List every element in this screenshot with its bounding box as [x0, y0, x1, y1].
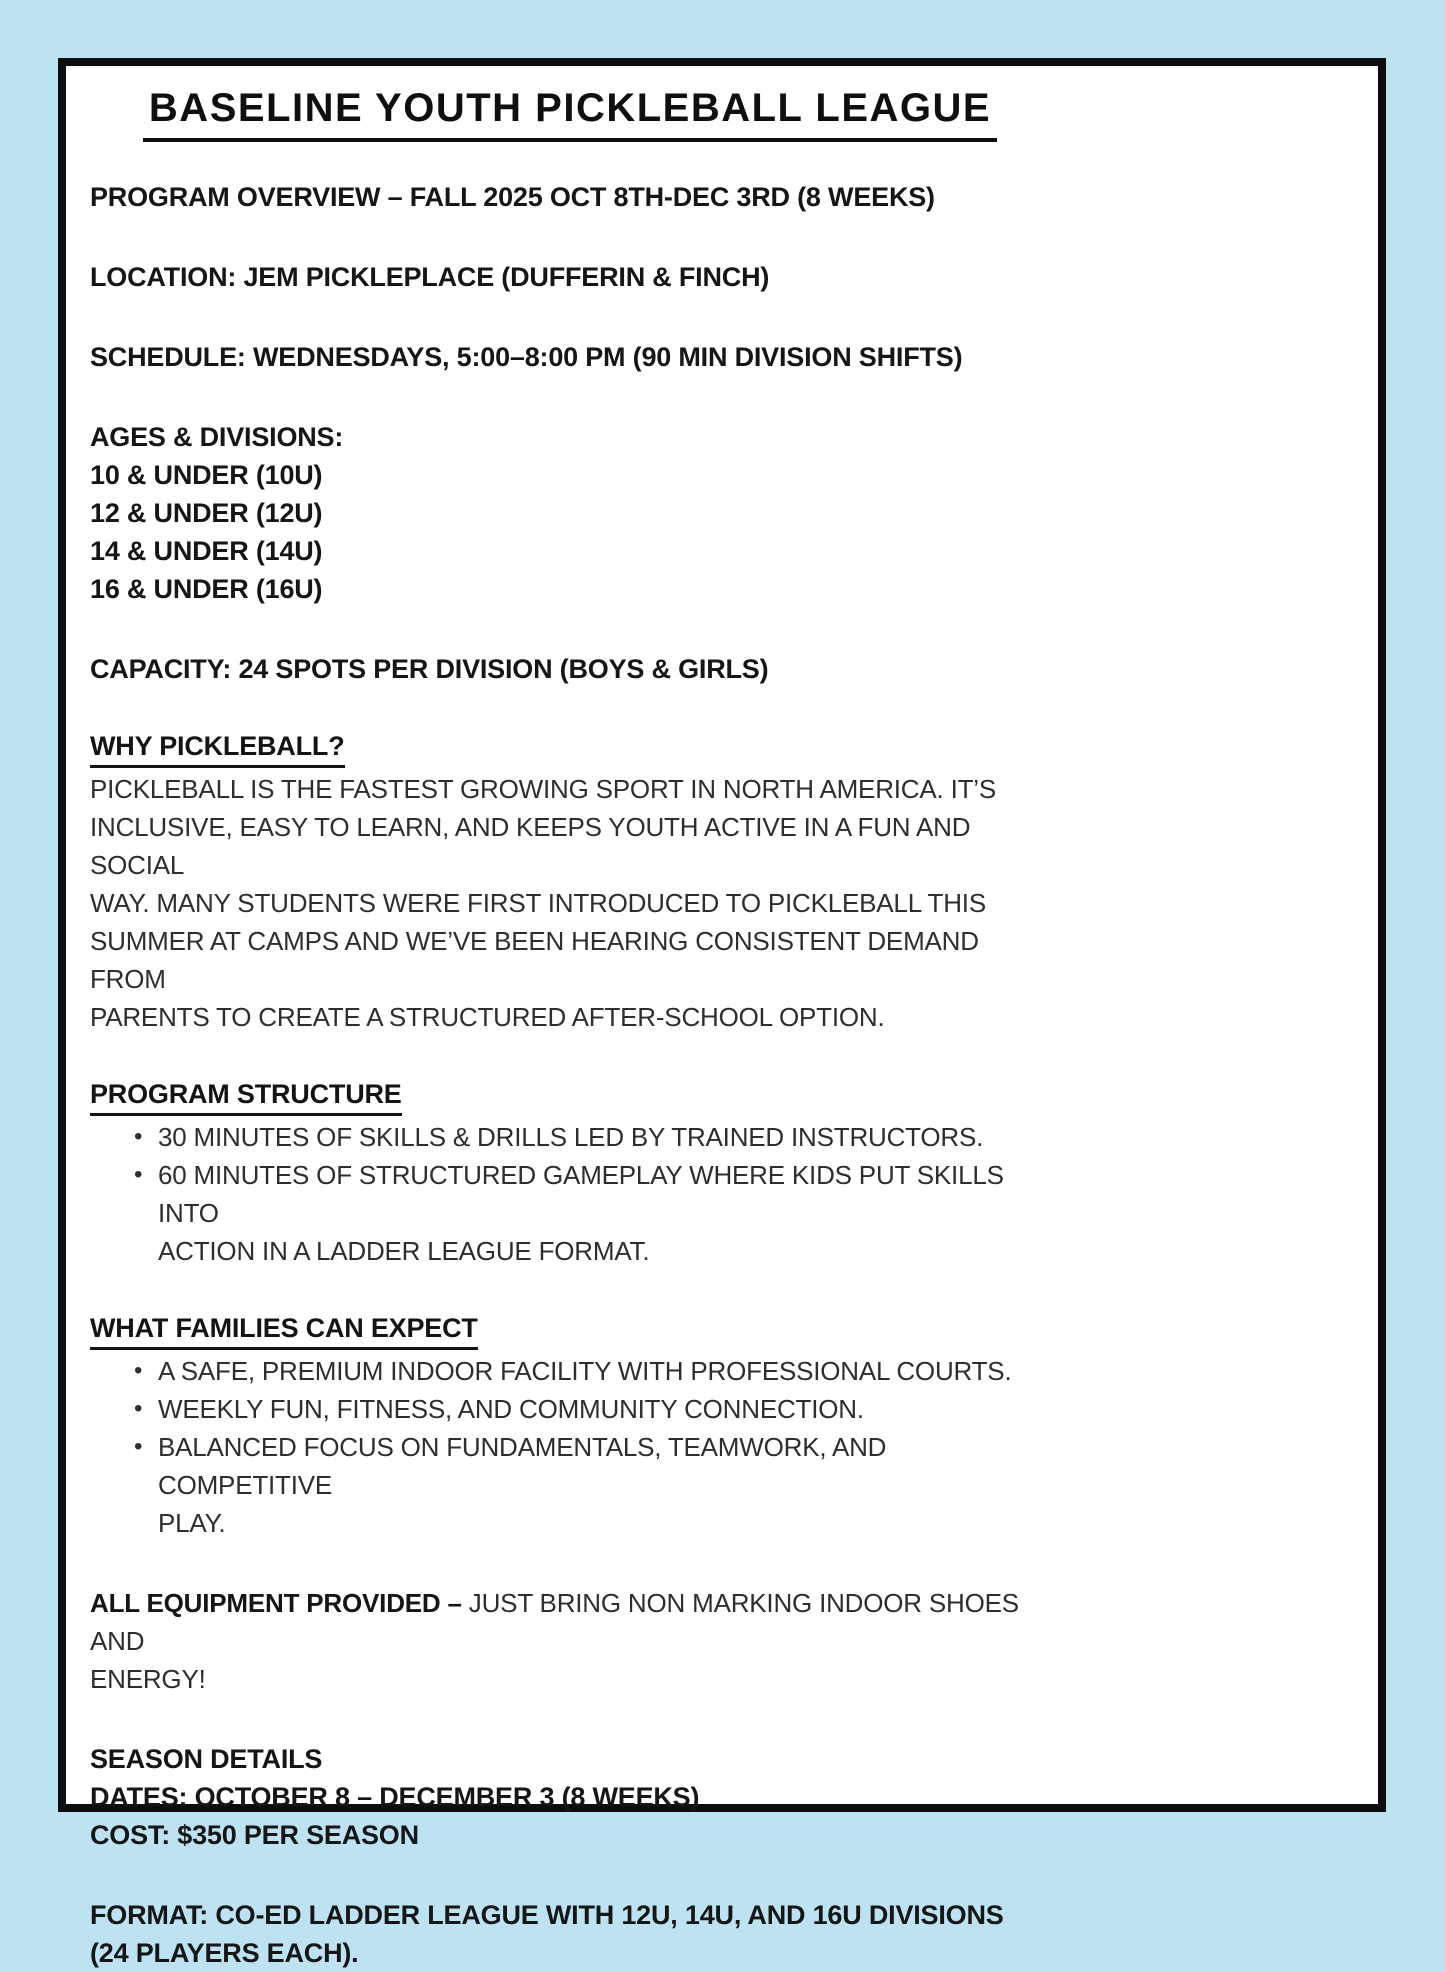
equipment-block [90, 1584, 1050, 1698]
division-16u: 16 & UNDER (16U) [90, 574, 323, 604]
bullet-line: PLAY. [158, 1508, 226, 1538]
bullet-line: • WEEKLY FUN, FITNESS, AND COMMUNITY CONNECTION. [158, 1394, 864, 1424]
location-block [90, 258, 1050, 296]
title-wrap [90, 84, 1050, 142]
location-line: LOCATION: JEM PICKLEPLACE (DUFFERIN & FINCH) [90, 262, 770, 292]
bullet-line: • 30 MINUTES OF SKILLS & DRILLS LED BY TRAINED INSTRUCTORS. [158, 1122, 984, 1152]
division-10u: 10 & UNDER (10U) [90, 460, 323, 490]
list-item [90, 1390, 1050, 1428]
document-title: BASELINE YOUTH PICKLEBALL LEAGUE [143, 84, 997, 142]
schedule-line: SCHEDULE: WEDNESDAYS, 5:00–8:00 PM (90 MIN DIVISION SHIFTS) [90, 342, 963, 372]
families-expect-section [90, 1312, 1050, 1542]
division-14u: 14 & UNDER (14U) [90, 536, 323, 566]
flyer-page [58, 58, 1386, 1968]
bullet-line: • BALANCED FOCUS ON FUNDAMENTALS, TEAMWORK, AND COMPETITIVE [158, 1432, 887, 1500]
equipment-line: ENERGY! [90, 1664, 206, 1694]
bullet-line: ACTION IN A LADDER LEAGUE FORMAT. [158, 1236, 650, 1266]
bullet-line: • 60 MINUTES OF STRUCTURED GAMEPLAY WHERE KIDS PUT SKILLS INTO [158, 1160, 1004, 1228]
season-details-heading: SEASON DETAILS [90, 1744, 323, 1774]
season-dates-line: DATES: OCTOBER 8 – DECEMBER 3 (8 WEEKS) [90, 1782, 700, 1812]
equipment-line [90, 1584, 1050, 1660]
program-overview-line: PROGRAM OVERVIEW – FALL 2025 OCT 8TH-DEC 3RD (8 WEEKS) [90, 182, 935, 212]
format-line: FORMAT: CO-ED LADDER LEAGUE WITH 12U, 14U, AND 16U DIVISIONS [90, 1900, 1004, 1930]
list-item [90, 1352, 1050, 1390]
why-pickleball-line: SUMMER AT CAMPS AND WE’VE BEEN HEARING CONSISTENT DEMAND FROM [90, 926, 979, 994]
list-item [90, 1156, 1050, 1270]
format-block [90, 1896, 1050, 1972]
why-pickleball-line: INCLUSIVE, EASY TO LEARN, AND KEEPS YOUTH ACTIVE IN A FUN AND SOCIAL [90, 812, 971, 880]
families-expect-list [90, 1352, 1050, 1542]
why-pickleball-line: PARENTS TO CREATE A STRUCTURED AFTER-SCHOOL OPTION. [90, 1002, 885, 1032]
ages-divisions-block [90, 418, 1050, 608]
capacity-line: CAPACITY: 24 SPOTS PER DIVISION (BOYS & GIRLS) [90, 654, 769, 684]
families-expect-heading: WHAT FAMILIES CAN EXPECT [90, 1312, 478, 1350]
format-line: (24 PLAYERS EACH). [90, 1938, 359, 1968]
why-pickleball-heading: WHY PICKLEBALL? [90, 730, 345, 768]
why-pickleball-line: WAY. MANY STUDENTS WERE FIRST INTRODUCED TO PICKLEBALL THIS [90, 888, 986, 918]
equipment-bold-text: ALL EQUIPMENT PROVIDED – [90, 1588, 469, 1618]
program-structure-heading: PROGRAM STRUCTURE [90, 1078, 402, 1116]
why-pickleball-line: PICKLEBALL IS THE FASTEST GROWING SPORT IN NORTH AMERICA. IT’S [90, 774, 996, 804]
list-item [90, 1118, 1050, 1156]
list-item [90, 1428, 1050, 1542]
ages-divisions-heading: AGES & DIVISIONS: [90, 422, 344, 452]
division-12u: 12 & UNDER (12U) [90, 498, 323, 528]
season-details-block [90, 1740, 1050, 1854]
capacity-block [90, 650, 1050, 688]
bullet-line: • A SAFE, PREMIUM INDOOR FACILITY WITH PROFESSIONAL COURTS. [158, 1356, 1012, 1386]
equipment-rest-text: JUST BRING NON MARKING INDOOR SHOES AND [90, 1588, 1019, 1656]
flyer-content [90, 84, 1050, 1972]
schedule-block [90, 338, 1050, 376]
program-structure-section [90, 1078, 1050, 1270]
program-structure-list [90, 1118, 1050, 1270]
program-overview-block [90, 178, 1050, 216]
why-pickleball-section [90, 730, 1050, 1036]
season-cost-line: COST: $350 PER SEASON [90, 1820, 419, 1850]
